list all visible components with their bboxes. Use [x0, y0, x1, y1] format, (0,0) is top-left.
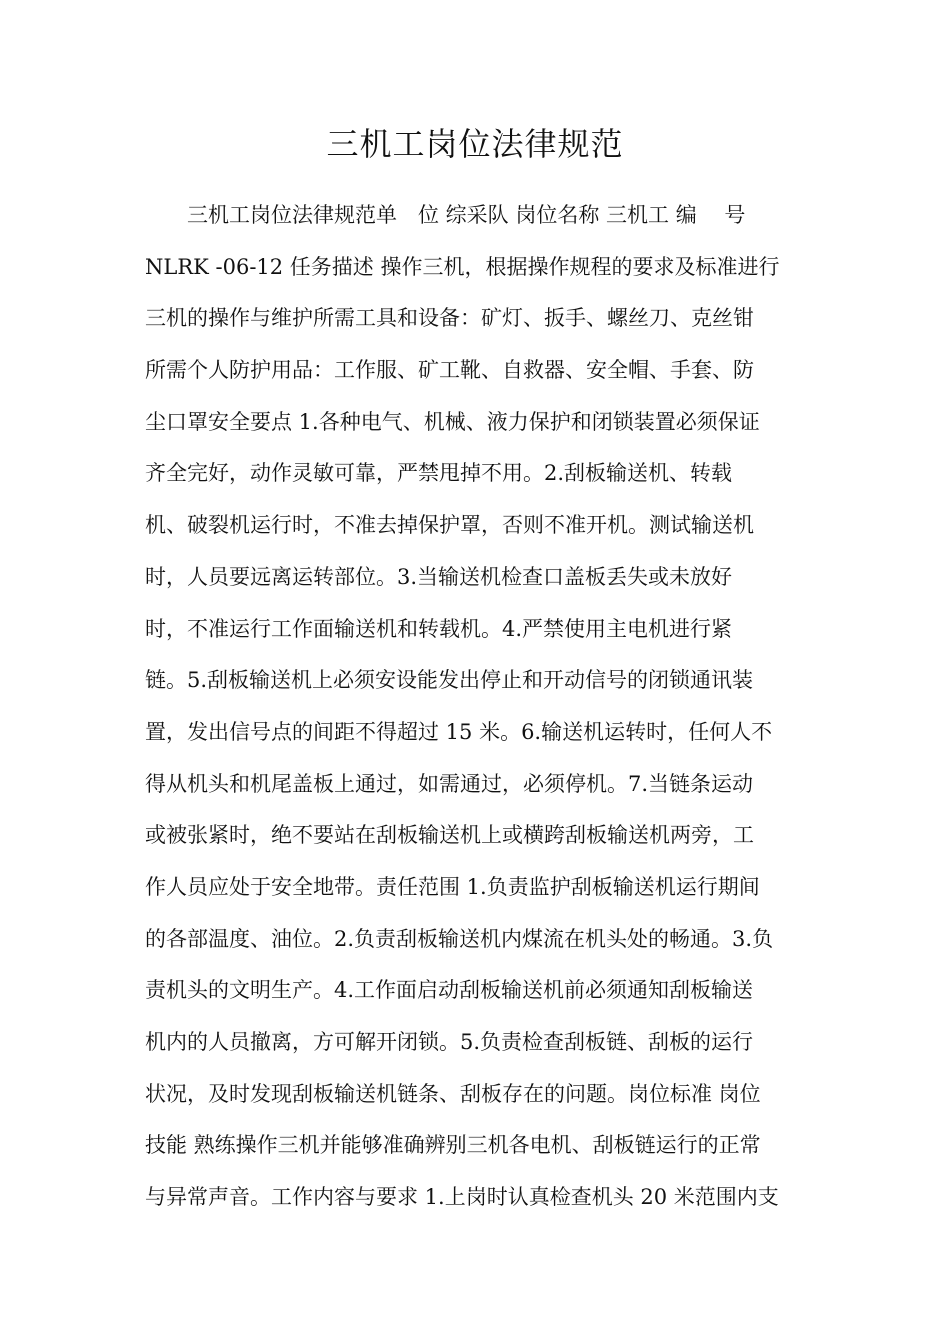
body-line: 技能 熟练操作三机并能够准确辨别三机各电机、刮板链运行的正常 — [145, 1133, 761, 1158]
body-line: 所需个人防护用品：工作服、矿工靴、自救器、安全帽、手套、防 — [145, 358, 754, 383]
body-line: 时，不准运行工作面输送机和转载机。4.严禁使用主电机进行紧 — [145, 616, 733, 641]
body-line: 状况，及时发现刮板输送机链条、刮板存在的问题。岗位标准 岗位 — [145, 1081, 761, 1106]
body-line: 三机的操作与维护所需工具和设备：矿灯、扳手、螺丝刀、克丝钳 — [145, 306, 754, 331]
body-line: 链。5.刮板输送机上必须安设能发出停止和开动信号的闭锁通讯装 — [145, 668, 754, 693]
document-body — [145, 190, 805, 1224]
body-line: 与异常声音。工作内容与要求 1.上岗时认真检查机头 20 米范围内支 — [145, 1185, 779, 1210]
body-line: 置，发出信号点的间距不得超过 15 米。6.输送机运转时，任何人不 — [145, 719, 773, 744]
body-line: 齐全完好，动作灵敏可靠，严禁甩掉不用。2.刮板输送机、转载 — [145, 461, 733, 486]
body-line: 作人员应处于安全地带。责任范围 1.负责监护刮板输送机运行期间 — [145, 874, 760, 899]
body-line: 时，人员要远离运转部位。3.当输送机检查口盖板丢失或未放好 — [145, 564, 733, 589]
body-line: 机内的人员撤离，方可解开闭锁。5.负责检查刮板链、刮板的运行 — [145, 1030, 754, 1054]
document-title: 三机工岗位法律规范 — [326, 125, 624, 163]
body-line: 三机工岗位法律规范单 位 综采队 岗位名称 三机工 编 号 — [187, 203, 746, 227]
body-line: 或被张紧时，绝不要站在刮板输送机上或横跨刮板输送机两旁，工 — [145, 823, 754, 848]
body-line: 机、破裂机运行时，不准去掉保护罩，否则不准开机。测试输送机 — [145, 513, 754, 538]
body-line: 尘口罩安全要点 1.各种电气、机械、液力保护和闭锁装置必须保证 — [145, 409, 760, 434]
body-line: 得从机头和机尾盖板上通过，如需通过，必须停机。7.当链条运动 — [145, 771, 754, 796]
body-line: NLRK -06-12 任务描述 操作三机，根据操作规程的要求及标准进行 — [145, 254, 780, 279]
body-line: 责机头的文明生产。4.工作面启动刮板输送机前必须通知刮板输送 — [145, 978, 754, 1003]
body-line: 的各部温度、油位。2.负责刮板输送机内煤流在机头处的畅通。3.负 — [145, 926, 774, 951]
